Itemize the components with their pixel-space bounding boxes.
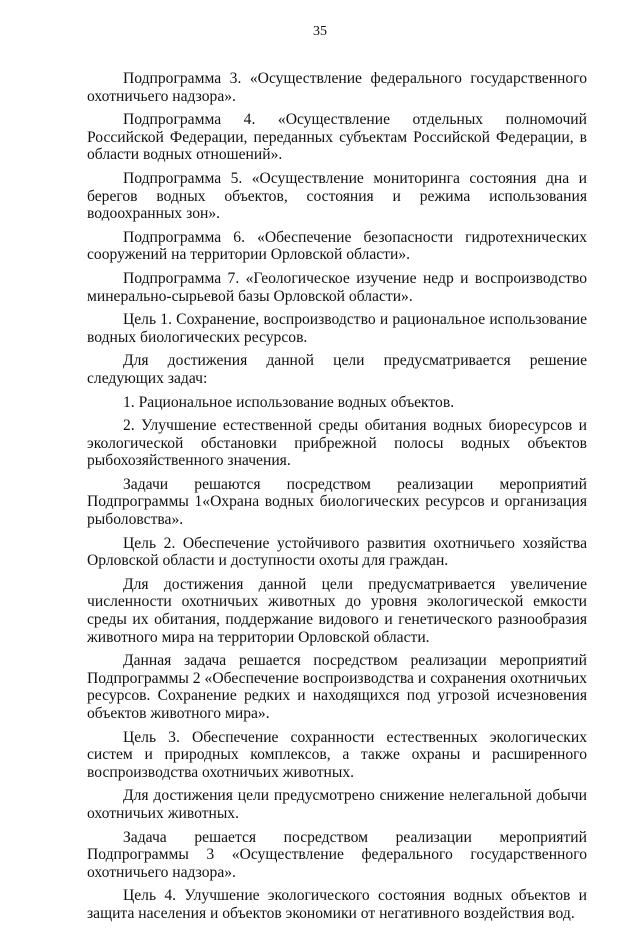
paragraph-task-solution-2: Данная задача решается посредством реализации мероприятий Подпрограммы 2 «Обеспечение воспроизводства и сохранения охотничьих ресурсов. Сохранение редких и находящихся под угрозой исчезновения объектов животного мира». xyxy=(87,652,587,722)
paragraph-subprogram-6: Подпрограмма 6. «Обеспечение безопасности гидротехнических сооружений на территории Орловской области». xyxy=(87,228,587,264)
paragraph-task-1: 1. Рациональное использование водных объектов. xyxy=(123,393,455,411)
document-body xyxy=(87,70,587,929)
paragraph-subprogram-3: Подпрограмма 3. «Осуществление федерального государственного охотничьего надзора». xyxy=(87,70,587,105)
paragraph-goal-3: Цель 3. Обеспечение сохранности естественных экологических систем и природных комплексов, а также охраны и расширенного воспроизводства охотничьих животных. xyxy=(87,728,587,781)
paragraph-goal-2-measures: Для достижения данной цели предусматривается увеличение численности охотничьих животных до уровня экологической емкости среды их обитания, поддержание видового и генетического разнообразия животного мира на территории Орловской области. xyxy=(87,575,587,646)
paragraph-subprogram-4: Подпрограмма 4. «Осуществление отдельных полномочий Российской Федерации, переданных субъектам Российской Федерации, в области водных отношений». xyxy=(87,111,587,164)
paragraph-task-solution-3: Задача решается посредством реализации мероприятий Подпрограммы 3 «Осуществление федерального государственного охотничьего надзора». xyxy=(87,828,587,881)
paragraph-goal-1-tasks-intro: Для достижения данной цели предусматривается решение следующих задач: xyxy=(87,352,587,387)
paragraph-goal-4: Цель 4. Улучшение экологического состояния водных объектов и защита населения и объектов экономики от негативного воздействия вод. xyxy=(87,887,587,922)
paragraph-tasks-solution-1: Задачи решаются посредством реализации мероприятий Подпрограммы 1«Охрана водных биологических ресурсов и организация рыболовства». xyxy=(87,475,587,529)
paragraph-subprogram-5: Подпрограмма 5. «Осуществление мониторинга состояния дна и берегов водных объектов, состояния и режима использования водоохранных зон». xyxy=(87,169,587,223)
paragraph-goal-2: Цель 2. Обеспечение устойчивого развития охотничьего хозяйства Орловской области и доступности охоты для граждан. xyxy=(87,534,587,570)
paragraph-goal-1: Цель 1. Сохранение, воспроизводство и рациональное использование водных биологических ресурсов. xyxy=(87,311,587,346)
paragraph-goal-3-measures: Для достижения цели предусмотрено снижение нелегальной добычи охотничьих животных. xyxy=(87,787,587,822)
page-number: 35 xyxy=(313,24,327,39)
paragraph-subprogram-7: Подпрограмма 7. «Геологическое изучение недр и воспроизводство минерально-сырьевой базы Орловской области». xyxy=(87,269,587,305)
paragraph-task-2: 2. Улучшение естественной среды обитания водных биоресурсов и экологической обстановки прибрежной полосы водных объектов рыбохозяйственного значения. xyxy=(87,417,587,470)
